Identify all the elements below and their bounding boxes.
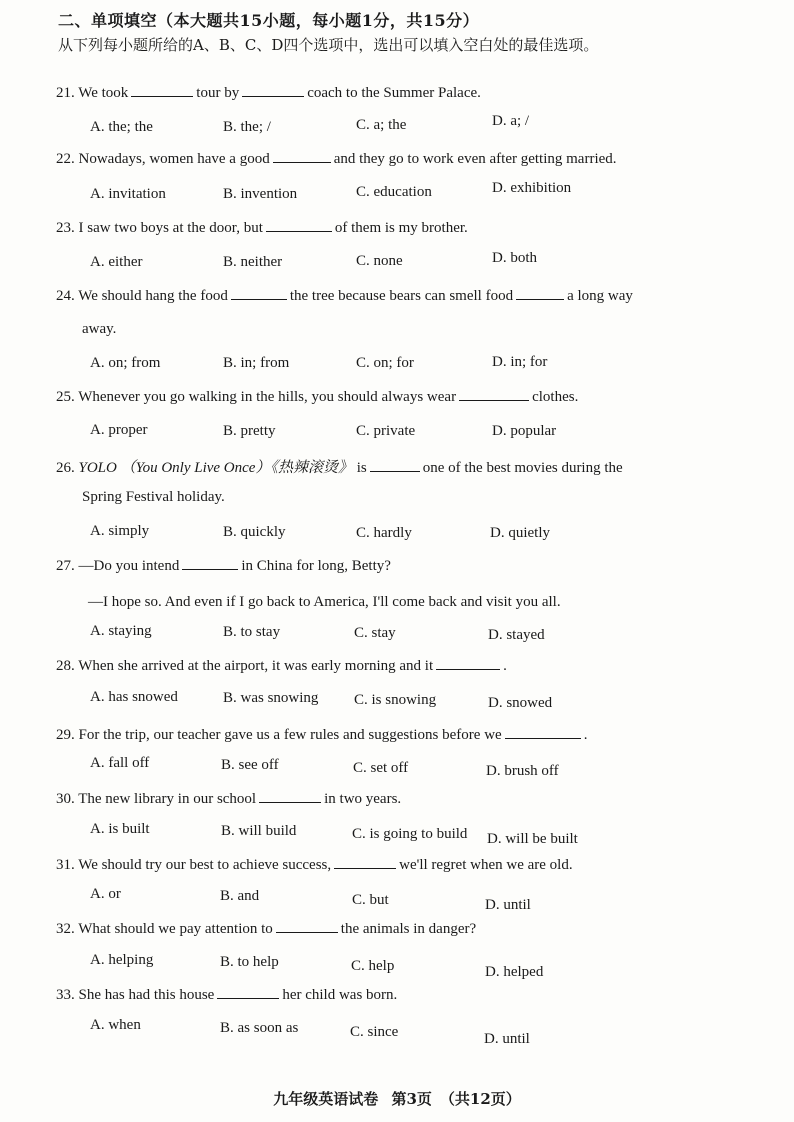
answer-blank xyxy=(370,459,420,472)
option: C. none xyxy=(356,253,403,269)
question-stem: 31. We should try our best to achieve success, we'll regret when we are old. xyxy=(56,857,573,873)
answer-blank xyxy=(273,150,331,163)
option: D. exhibition xyxy=(492,180,572,196)
question-stem: 25. Whenever you go walking in the hills, you should always wear clothes. xyxy=(56,389,579,405)
question-stem-continued: Spring Festival holiday. xyxy=(82,489,225,505)
movie-title: YOLO （You Only Live Once）《热辣滚烫》 xyxy=(78,460,353,476)
question-stem: 22. Nowadays, women have a good and they go to work even after getting married. xyxy=(56,151,617,167)
page-number: 第3页 xyxy=(391,1090,432,1108)
question-stem: 26. YOLO （You Only Live Once）《热辣滚烫》 is one of the best movies during the xyxy=(56,460,623,476)
option: B. as soon as xyxy=(220,1020,299,1036)
question-stem: 33. She has had this house her child was born. xyxy=(56,987,398,1003)
option: A. when xyxy=(90,1017,141,1033)
option: A. or xyxy=(90,886,121,902)
option: A. on; from xyxy=(90,355,161,371)
option: D. quietly xyxy=(490,525,550,541)
answer-blank xyxy=(334,856,396,869)
option: A. has snowed xyxy=(90,689,178,705)
answer-blank xyxy=(276,920,338,933)
answer-blank xyxy=(182,557,238,570)
option: C. education xyxy=(356,184,432,200)
answer-blank xyxy=(259,790,321,803)
option: D. will be built xyxy=(487,831,578,847)
question-stem-continued: away. xyxy=(82,321,117,337)
option: C. on; for xyxy=(356,355,414,371)
option: D. snowed xyxy=(488,695,553,711)
option: B. the; / xyxy=(223,119,271,135)
option: D. in; for xyxy=(492,354,548,370)
option: A. fall off xyxy=(90,755,150,771)
answer-blank xyxy=(266,219,332,232)
option: A. either xyxy=(90,254,143,270)
option: D. stayed xyxy=(488,627,545,643)
answer-blank xyxy=(242,84,304,97)
question-stem: 23. I saw two boys at the door, but of them is my brother. xyxy=(56,220,468,236)
answer-blank xyxy=(231,287,287,300)
section-title: 二、单项填空（本大题共15小题，每小题1分，共15分） xyxy=(58,11,480,30)
option: B. will build xyxy=(221,823,297,839)
option: D. a; / xyxy=(492,113,530,129)
option: C. private xyxy=(356,423,416,439)
option: C. help xyxy=(351,958,395,974)
option: B. to stay xyxy=(223,624,281,640)
option: D. brush off xyxy=(486,763,559,779)
option: C. since xyxy=(350,1024,399,1040)
option: A. simply xyxy=(90,523,150,539)
option: D. helped xyxy=(485,964,544,980)
option: B. neither xyxy=(223,254,283,270)
answer-blank xyxy=(131,84,193,97)
option: B. in; from xyxy=(223,355,290,371)
question-stem: 24. We should hang the food the tree because bears can smell food a long way xyxy=(56,288,633,304)
question-stem: 21. We took tour by coach to the Summer Palace. xyxy=(56,85,481,101)
answer-blank xyxy=(436,657,500,670)
option: A. is built xyxy=(90,821,150,837)
exam-name: 九年级英语试卷 xyxy=(273,1090,379,1108)
answer-blank xyxy=(505,726,581,739)
option: C. stay xyxy=(354,625,396,641)
option: C. is snowing xyxy=(354,692,437,708)
question-stem: 27. —Do you intend in China for long, Betty? xyxy=(56,558,391,574)
option: B. invention xyxy=(223,186,298,202)
answer-blank xyxy=(217,986,279,999)
option: D. until xyxy=(484,1031,530,1047)
option: A. proper xyxy=(90,422,148,438)
question-stem: 32. What should we pay attention to the animals in danger? xyxy=(56,921,477,937)
option: C. set off xyxy=(353,760,409,776)
page-total: （共12页） xyxy=(439,1090,521,1108)
option: C. a; the xyxy=(356,117,407,133)
option: D. until xyxy=(485,897,531,913)
question-stem: 29. For the trip, our teacher gave us a few rules and suggestions before we . xyxy=(56,727,588,743)
option: A. staying xyxy=(90,623,152,639)
option: C. hardly xyxy=(356,525,412,541)
option: A. invitation xyxy=(90,186,166,202)
option: B. pretty xyxy=(223,423,276,439)
option: C. is going to build xyxy=(352,826,468,842)
answer-blank xyxy=(516,287,564,300)
option: B. see off xyxy=(221,757,279,773)
option: B. to help xyxy=(220,954,279,970)
answer-blank xyxy=(459,388,529,401)
question-stem: 28. When she arrived at the airport, it was early morning and it . xyxy=(56,658,507,674)
question-stem: 30. The new library in our school in two years. xyxy=(56,791,402,807)
option: B. and xyxy=(220,888,260,904)
option: B. was snowing xyxy=(223,690,319,706)
option: D. popular xyxy=(492,423,557,439)
option: A. the; the xyxy=(90,119,153,135)
option: B. quickly xyxy=(223,524,286,540)
question-stem-continued: —I hope so. And even if I go back to America, I'll come back and visit you all. xyxy=(88,594,561,610)
option: D. both xyxy=(492,250,537,266)
section-instruction: 从下列每小题所给的A、B、C、D四个选项中，选出可以填入空白处的最佳选项。 xyxy=(58,36,599,54)
option: C. but xyxy=(352,892,389,908)
page-footer xyxy=(0,1088,794,1109)
option: A. helping xyxy=(90,952,154,968)
